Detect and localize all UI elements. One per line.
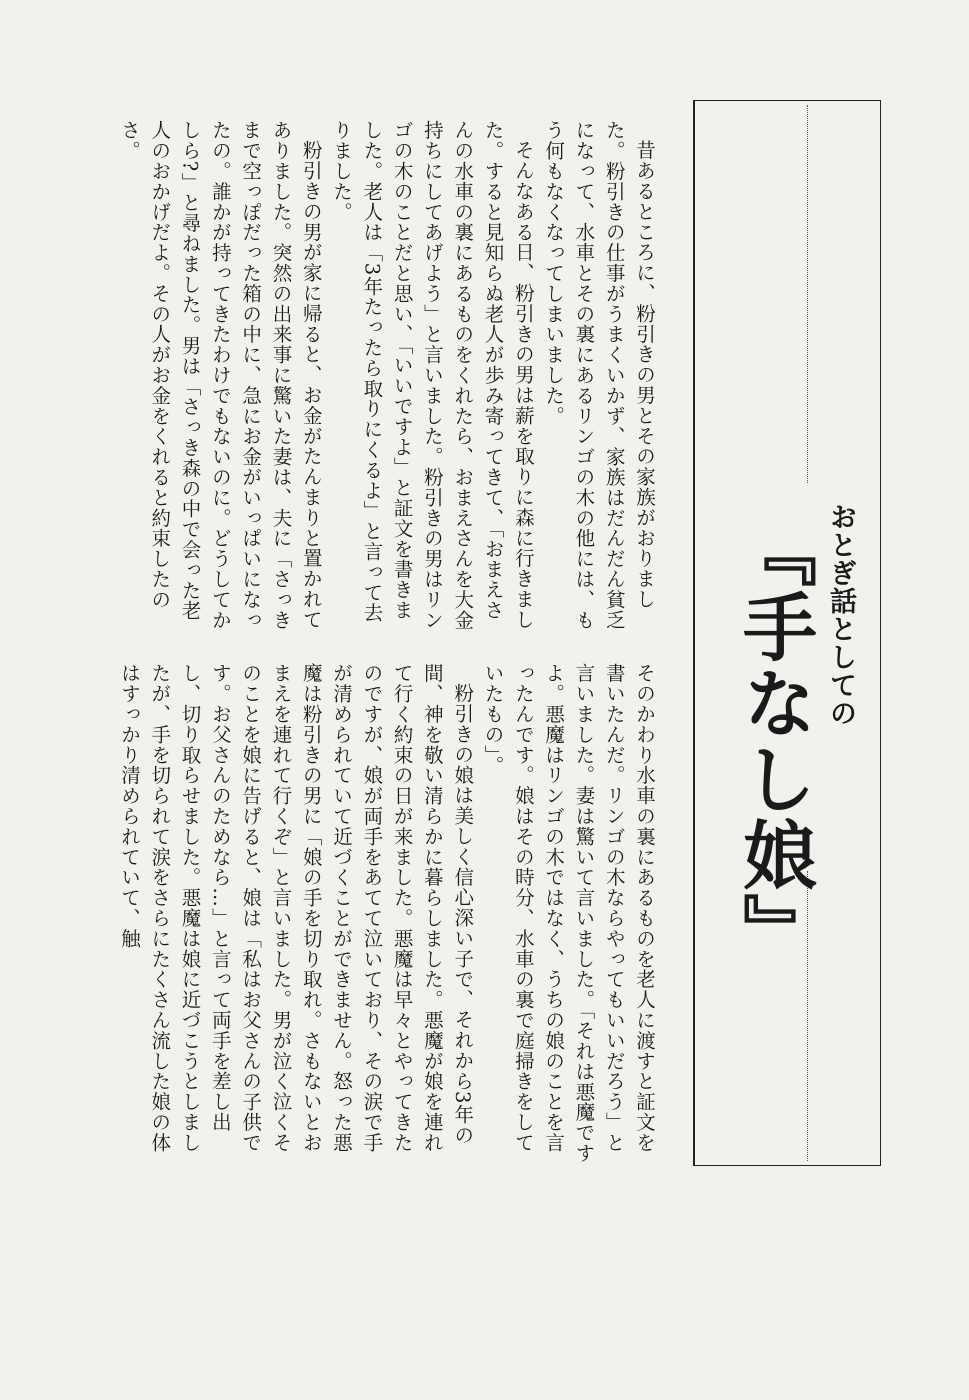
- paragraph: 昔あるところに、粉引きの男とその家族がおりました。粉引きの仕事がうまくいかず、家族はだんだん貧乏になって、水車とその裏にあるリンゴの木の他には、もう何もなくなってしまいました。: [542, 120, 656, 630]
- paragraph: 粉引きの娘は美しく信心深い子で、それから3年の間、神を敬い清らかに暮らしました。悪魔が娘を連れて行く約束の日が来ました。悪魔は早々とやってきたのですが、娘が両手をあてて泣いており、その涙で手が清められていて近づくことができません。怒った悪魔は粉引きの男に「娘の手を切り取れ。さもないとおまえを連れて行くぞ」と言いました。男が泣く泣くそのことを娘に告げると、娘は「私はお父さんの子供です。お父さんのためなら…」と言って両手を差し出し、切り取らせました。悪魔は娘に近づこうとしましたが、手を切られて涙をさらにたくさん流した娘の体はすっかり清められていて、触: [117, 663, 475, 1153]
- title-box: [693, 100, 881, 1166]
- paragraph: 粉引きの男が家に帰ると、お金がたんまりと置かれてありました。突然の出来事に驚いた妻は、夫に「さっきまで空っぽだった箱の中に、急にお金がいっぱいになったの。誰かが持ってきたわけでもないのに。どうしてかしら?」と尋ねました。男は「さっき森の中で会った老人のおかげだよ。その人がお金をくれると約束したのさ。: [117, 120, 323, 630]
- body-text-upper: [114, 120, 659, 640]
- title-dotted-rule-top: [807, 105, 808, 483]
- paragraph: そのかわり水車の裏にあるものを老人に渡すと証文を書いたんだ。リンゴの木ならやってもいいだろう」と言いました。妻は驚いて言いました。「それは悪魔ですよ。悪魔はリンゴの木ではなく、うちの娘のことを言ったんです。娘はその時分、水車の裏で庭掃きをしていたもの」。: [481, 663, 656, 1164]
- paragraph: そんなある日、粉引きの男は薪を取りに森に行きました。すると見知らぬ老人が歩み寄ってきて、「おまえさんの水車の裏にあるものをくれたら、おまえさんを大金持ちにしてあげよう」と言いました。粉引きの男はリンゴの木のことだと思い、「いいですよ」と証文を書きました。老人は「3年たったら取りにくるよ」と言って去りました。: [330, 120, 535, 630]
- title-subtitle: おとぎ話としての: [825, 503, 856, 727]
- body-text-lower: [114, 663, 659, 1171]
- page-title: 『手なし娘』: [731, 513, 817, 969]
